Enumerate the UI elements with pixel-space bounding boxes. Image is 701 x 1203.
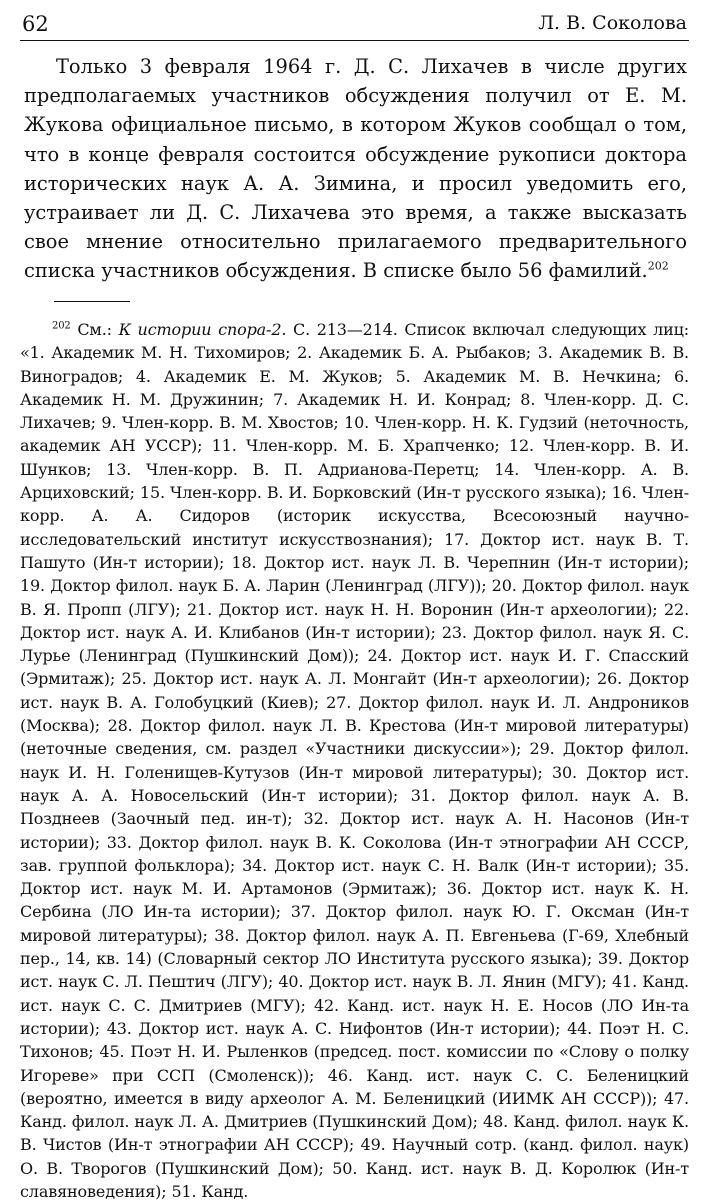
footnote-reference: 202 (647, 259, 669, 273)
page-number: 62 (22, 12, 49, 36)
footnote-source-title: К истории спора-2. (118, 320, 287, 339)
paragraph-text: Только 3 февраля 1964 г. Д. С. Лихачев в числе других предполагаемых участников обсуждения получил от Е. М. Жукова официальное письмо, в котором Жуков сообщал о том, что в конце февраля состоится обсуждение рукописи доктора исторических наук А. А. Зимина, и просил уведомить его, устраивает ли Д. С. Лихачева это время, а также высказать свое мнение относительно прилагаемого предварительного списка участников обсуждения. В списке было 56 фамилий. (24, 55, 687, 283)
footnote-number: 202 (52, 320, 71, 332)
main-paragraph (24, 52, 687, 286)
page-header (20, 10, 689, 41)
footnote-see: См.: (77, 320, 112, 339)
footnote (20, 318, 689, 1203)
running-head: Л. В. Соколова (538, 12, 687, 34)
footnote-text: С. 213—214. Список включал следующих лиц: «1. Академик М. Н. Тихомиров; 2. Академик Б. А. Рыбаков; 3. Академик В. В. Виноградов; 4. Академик Е. М. Жуков; 5. Академик М. В. Нечкина; 6. Академик Н. М. Дружинин; 7. Академик Н. И. Конрад; 8. Член-корр. Д. С. Лихачев; 9. Член-корр. В. М. Хвостов; 10. Член-корр. Н. К. Гудзий (неточность, академик АН УССР); 11. Член-корр. М. Б. Храпченко; 12. Член-корр. В. И. Шунков; 13. Член-корр. В. П. Адрианова-Перетц; 14. Член-корр. А. В. Арциховский; 15. Член-корр. В. И. Борковский (Ин-т русского языка); 16. Член-корр. А. А. Сидоров (историк искусства, Всесоюзный научно-исследовательский институт искусствознания); 17. Доктор ист. наук В. Т. Пашуто (Ин-т истории); 18. Доктор ист. наук Л. В. Черепнин (Ин-т истории); 19. Доктор филол. наук Б. А. Ларин (Ленинград (ЛГУ)); 20. Доктор филол. наук В. Я. Пропп (ЛГУ); 21. Доктор ист. наук Н. Н. Воронин (Ин-т археологии); 22. Доктор ист. наук А. И. Клибанов (Ин-т истории); 23. Доктор филол. наук Я. С. Лурье (Ленинград (Пушкинский Дом)); 24. Доктор ист. наук И. Г. Спасский (Эрмитаж); 25. Доктор ист. наук А. Л. Монгайт (Ин-т археологии); 26. Доктор ист. наук В. А. Голобуцкий (Киев); 27. Доктор филол. наук И. Л. Андроников (Москва); 28. Доктор филол. наук Л. В. Крестова (Ин-т мировой литературы) (неточные сведения, см. раздел «Участники дискуссии»); 29. Доктор филол. наук И. Н. Голенищев-Кутузов (Ин-т мировой литературы); 30. Доктор ист. наук А. А. Новосельский (Ин-т истории); 31. Доктор филол. наук А. В. Позднеев (Заочный пед. ин-т); 32. Доктор ист. наук А. Н. Насонов (Ин-т истории); 33. Доктор филол. наук В. К. Соколова (Ин-т этнографии АН СССР, зав. группой фольклора); 34. Доктор ист. наук С. Н. Валк (Ин-т истории); 35. Доктор ист. наук М. И. Артамонов (Эрмитаж); 36. Доктор ист. наук К. Н. Сербина (ЛО Ин-та истории); 37. Доктор филол. наук Ю. Г. Оксман (Ин-т мировой литературы); 38. Доктор филол. наук А. П. Евгеньева (Г-69, Хлебный пер., 14, кв. 14) (Словарный сектор ЛО Института русского языка); 39. Доктор ист. наук С. Л. Пештич (ЛГУ); 40. Доктор ист. наук В. Л. Янин (МГУ); 41. Канд. ист. наук С. С. Дмитриев (МГУ); 42. Канд. ист. наук Н. Е. Носов (ЛО Ин-та истории); 43. Доктор ист. наук А. С. Нифонтов (Ин-т истории); 44. Поэт Н. С. Тихонов; 45. Поэт Н. И. Рыленков (председ. пост. комиссии по «Слову о полку Игореве» при ССП (Смоленск)); 46. Канд. ист. наук С. С. Беленицкий (вероятно, имеется в виду археолог А. М. Беленицкий (ИИМК АН СССР)); 47. Канд. филол. наук Л. А. Дмитриев (Пушкинский Дом); 48. Канд. филол. наук К. В. Чистов (Ин-т этнографии АН СССР); 49. Научный сотр. (канд. филол. наук) О. В. Творогов (Пушкинский Дом); 50. Канд. ист. наук В. Д. Королюк (Ин-т славяноведения); 51. Канд. (20, 320, 689, 1201)
footnote-separator (54, 301, 130, 302)
